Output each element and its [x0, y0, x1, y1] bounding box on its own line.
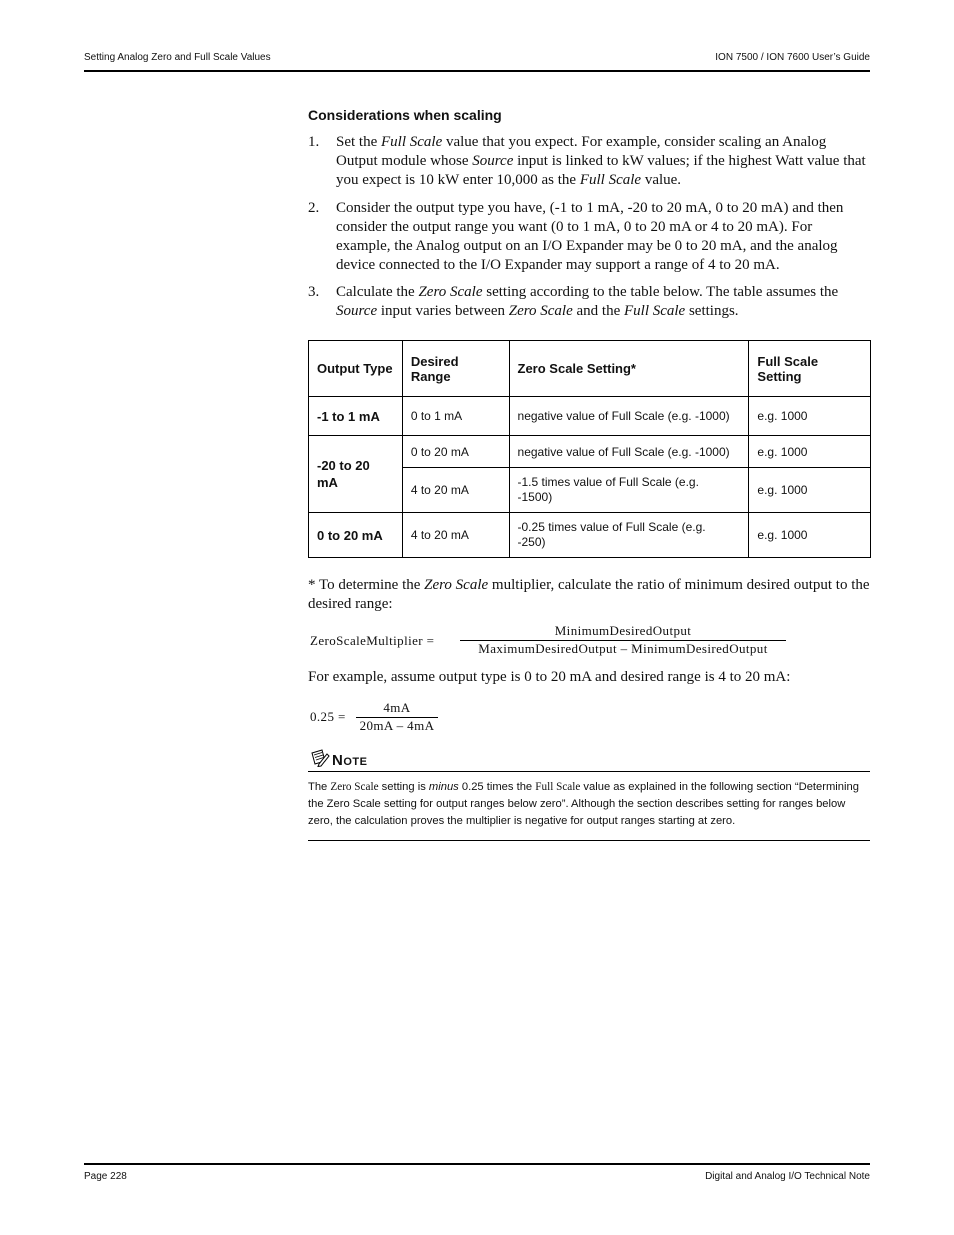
column-header: Full Scale Setting [749, 341, 871, 397]
formula-denominator: MaximumDesiredOutput – MinimumDesiredOutput [478, 641, 768, 656]
page-header [84, 52, 870, 72]
section-heading: Considerations when scaling [308, 107, 502, 123]
note-divider [308, 840, 870, 841]
table-row [309, 436, 871, 468]
desired-range-cell: 4 to 20 mA [402, 468, 509, 513]
desired-range-cell: 4 to 20 mA [402, 513, 509, 558]
output-type-cell: 0 to 20 mA [309, 513, 403, 558]
step-number: 1. [308, 134, 320, 150]
output-type-cell: -1 to 1 mA [309, 397, 403, 436]
full-scale-cell: e.g. 1000 [749, 397, 871, 436]
formula-numerator: 4mA [356, 700, 438, 718]
table-row [309, 513, 871, 558]
formula-lhs: ZeroScaleMultiplier = [310, 633, 435, 648]
formula-fraction [460, 623, 786, 657]
step-number: 3. [308, 284, 320, 300]
page-number: Page 228 [84, 1171, 127, 1182]
full-scale-cell: e.g. 1000 [749, 436, 871, 468]
step-1 [308, 133, 870, 190]
table-header-row [309, 341, 871, 397]
formula-numerator: MinimumDesiredOutput [460, 623, 786, 641]
footer-doc-title: Digital and Analog I/O Technical Note [705, 1171, 870, 1182]
step-2 [308, 199, 870, 275]
desired-range-cell: 0 to 20 mA [402, 436, 509, 468]
full-scale-cell: e.g. 1000 [749, 468, 871, 513]
zero-scale-cell: -1.5 times value of Full Scale (e.g. -1500) [509, 468, 749, 513]
column-header: Zero Scale Setting* [509, 341, 749, 397]
step-text: Set the Full Scale value that you expect. For example, consider scaling an Analog Output module whose Source input is linked to kW values; if the highest Watt value that you expect is 10 kW enter 10,000 as the Full Scale value. [336, 134, 866, 188]
full-scale-cell: e.g. 1000 [749, 513, 871, 558]
header-section-title: Setting Analog Zero and Full Scale Values [84, 52, 271, 63]
note-title: Note [332, 752, 368, 769]
zero-scale-cell: negative value of Full Scale (e.g. -1000) [509, 436, 749, 468]
formula-fraction [356, 700, 438, 734]
column-header: Output Type [309, 341, 403, 397]
note-header [308, 749, 870, 772]
footnote: * To determine the Zero Scale multiplier, calculate the ratio of minimum desired output to the desired range: [308, 577, 870, 612]
step-text: Calculate the Zero Scale setting according to the table below. The table assumes the Source input varies between Zero Scale and the Full Scale settings. [336, 284, 839, 319]
page-footer [84, 1163, 870, 1182]
table-row [309, 397, 871, 436]
zero-scale-cell: -0.25 times value of Full Scale (e.g. -250) [509, 513, 749, 558]
column-header: Desired Range [402, 341, 509, 397]
output-type-cell: -20 to 20 mA [309, 436, 403, 513]
step-text: Consider the output type you have, (-1 to 1 mA, -20 to 20 mA, 0 to 20 mA) and then consider the output range you want (0 to 1 mA, 0 to 20 mA or 4 to 20 mA). For example, the Analog output on an I/O Expander may be 0 to 20 mA, and the analog device connected to the I/O Expander may support a range of 4 to 20 mA. [336, 200, 844, 273]
step-3 [308, 283, 870, 321]
example-text: For example, assume output type is 0 to 20 mA and desired range is 4 to 20 mA: [308, 669, 791, 685]
note-pencil-icon [310, 749, 330, 772]
formula-lhs: 0.25 = [310, 709, 346, 724]
scaling-table [308, 340, 871, 558]
formula-denominator: 20mA – 4mA [359, 718, 435, 733]
header-guide-title: ION 7500 / ION 7600 User’s Guide [715, 52, 870, 63]
desired-range-cell: 0 to 1 mA [402, 397, 509, 436]
zero-scale-cell: negative value of Full Scale (e.g. -1000) [509, 397, 749, 436]
step-number: 2. [308, 200, 320, 216]
note-body: The Zero Scale setting is minus 0.25 times the Full Scale value as explained in the following section “Determining the Zero Scale setting for output ranges below zero”. Although the section describes setting for ranges below zero, the calculation proves the multiplier is negative for output ranges starting at zero. [308, 781, 859, 827]
